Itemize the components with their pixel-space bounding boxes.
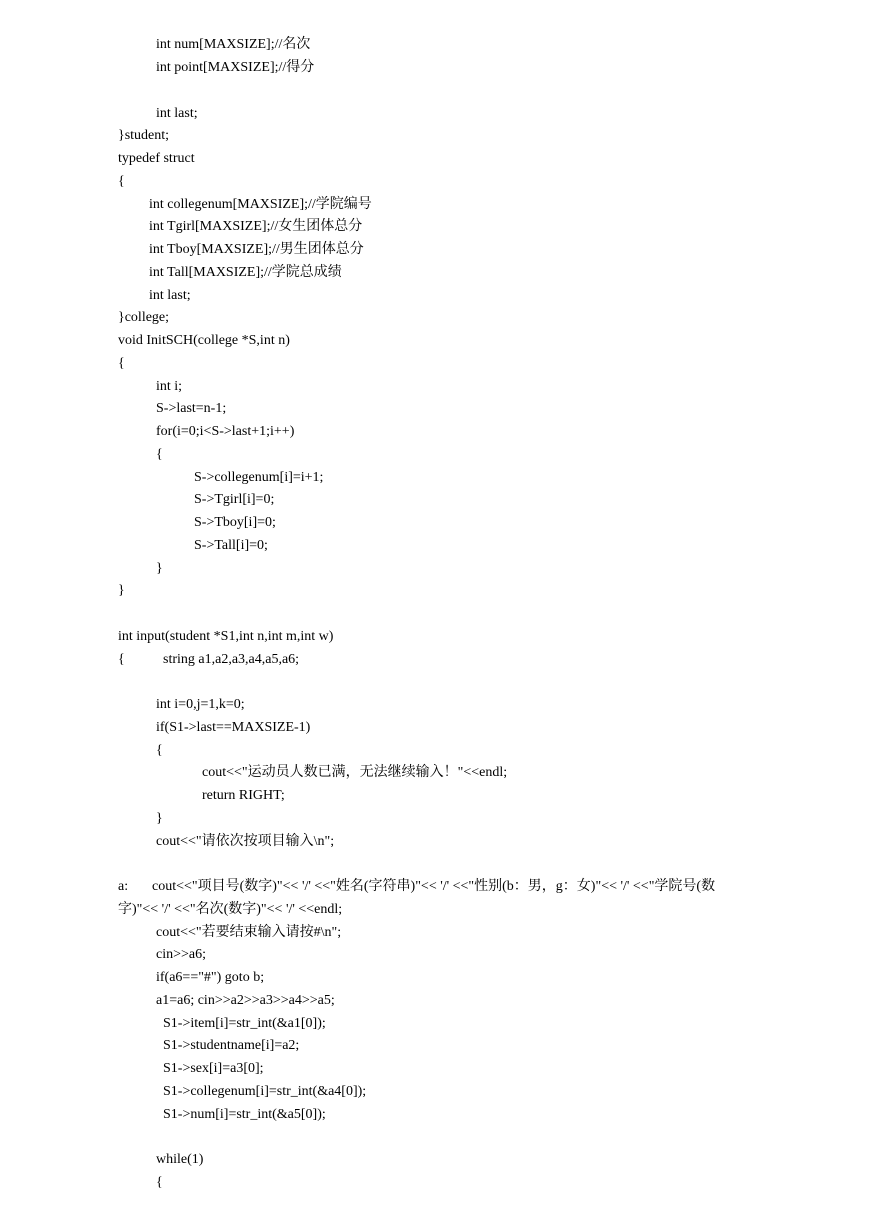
code-line: S->Tboy[i]=0; bbox=[194, 515, 276, 530]
code-line: S1->item[i]=str_int(&a1[0]); bbox=[163, 1016, 326, 1031]
code-line: S1->collegenum[i]=str_int(&a4[0]); bbox=[163, 1084, 367, 1099]
code-line: for(i=0;i<S->last+1;i++) bbox=[156, 424, 295, 439]
code-line: S1->sex[i]=a3[0]; bbox=[163, 1061, 264, 1076]
code-line: { bbox=[118, 174, 125, 189]
code-line: { bbox=[156, 447, 163, 462]
code-line: cin>>a6; bbox=[156, 947, 206, 962]
code-line: int i; bbox=[156, 379, 183, 394]
code-line: 字)"<< '/' <<"名次(数字)"<< '/' <<endl; bbox=[118, 902, 343, 917]
code-line: } bbox=[156, 561, 163, 576]
code-line: }student; bbox=[118, 128, 170, 143]
code-line: if(a6=="#") goto b; bbox=[156, 970, 265, 985]
code-line: int input(student *S1,int n,int m,int w) bbox=[118, 629, 334, 644]
code-line: string a1,a2,a3,a4,a5,a6; bbox=[163, 652, 300, 667]
code-line: S1->studentname[i]=a2; bbox=[163, 1038, 300, 1053]
code-line: { bbox=[156, 1175, 163, 1190]
code-line: { bbox=[118, 652, 125, 667]
code-line: { bbox=[156, 743, 163, 758]
code-line: a1=a6; cin>>a2>>a3>>a4>>a5; bbox=[156, 993, 335, 1008]
code-line: } bbox=[118, 583, 125, 598]
code-line: int num[MAXSIZE];//名次 bbox=[156, 37, 311, 52]
code-line: while(1) bbox=[156, 1152, 204, 1167]
code-line: int Tboy[MAXSIZE];//男生团体总分 bbox=[149, 242, 364, 257]
code-line: S->Tall[i]=0; bbox=[194, 538, 268, 553]
code-line: int collegenum[MAXSIZE];//学院编号 bbox=[149, 197, 372, 212]
code-line: } bbox=[156, 811, 163, 826]
code-line: int Tall[MAXSIZE];//学院总成绩 bbox=[149, 265, 342, 280]
code-line: S->collegenum[i]=i+1; bbox=[194, 470, 324, 485]
code-line: int i=0,j=1,k=0; bbox=[156, 697, 245, 712]
code-line: void InitSCH(college *S,int n) bbox=[118, 333, 290, 348]
code-line: cout<<"运动员人数已满，无法继续输入！"<<endl; bbox=[202, 765, 508, 780]
code-line: S->last=n-1; bbox=[156, 401, 227, 416]
code-line: { bbox=[118, 356, 125, 371]
code-label: a: bbox=[118, 879, 129, 894]
code-line: int point[MAXSIZE];//得分 bbox=[156, 60, 315, 75]
code-line: if(S1->last==MAXSIZE-1) bbox=[156, 720, 311, 735]
code-line: int Tgirl[MAXSIZE];//女生团体总分 bbox=[149, 219, 363, 234]
code-line: cout<<"若要结束输入请按#\n"; bbox=[156, 925, 342, 940]
code-line: typedef struct bbox=[118, 151, 195, 166]
code-line: return RIGHT; bbox=[202, 788, 285, 803]
code-line: int last; bbox=[156, 106, 198, 121]
code-line: S1->num[i]=str_int(&a5[0]); bbox=[163, 1107, 326, 1122]
code-line: int last; bbox=[149, 288, 191, 303]
code-line: cout<<"项目号(数字)"<< '/' <<"姓名(字符串)"<< '/' <<"性别(b：男，g：女)"<< '/' <<"学院号(数 bbox=[152, 879, 716, 894]
code-line: S->Tgirl[i]=0; bbox=[194, 492, 275, 507]
code-line: cout<<"请依次按项目输入\n"; bbox=[156, 834, 335, 849]
code-line: }college; bbox=[118, 310, 170, 325]
